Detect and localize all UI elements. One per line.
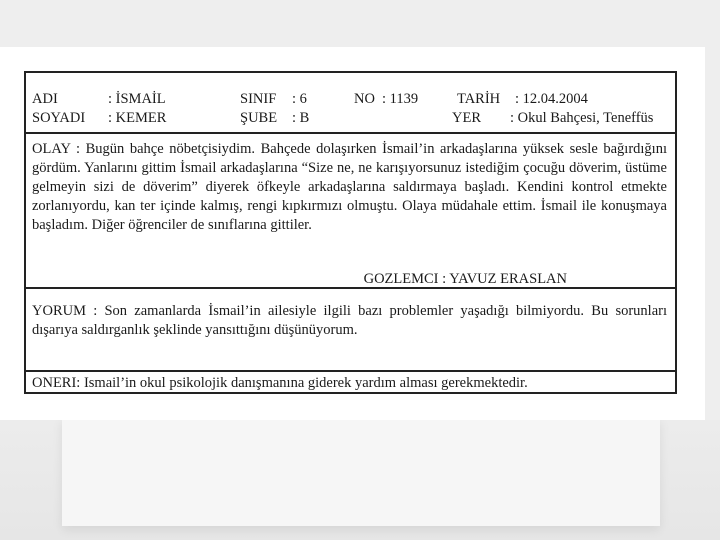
soyadi-value: : KEMER <box>108 110 167 126</box>
yer-value: : Okul Bahçesi, Teneffüs <box>510 110 654 126</box>
background-card <box>62 418 660 526</box>
yorum-section <box>26 287 675 370</box>
olay-section <box>26 132 675 287</box>
oneri-section <box>26 370 675 394</box>
adi-value: : İSMAİL <box>108 91 166 107</box>
adi-label: ADI <box>32 91 58 107</box>
observer-name: GOZLEMCI : YAVUZ ERASLAN <box>363 271 567 287</box>
yer-label: YER <box>452 110 481 126</box>
sube-label: ŞUBE <box>240 110 278 126</box>
form-header <box>26 73 675 132</box>
header-row-2 <box>32 109 669 128</box>
tarih-value: : 12.04.2004 <box>515 91 588 107</box>
observation-form <box>24 71 677 394</box>
no-value: : 1139 <box>382 91 419 107</box>
slide-page <box>0 47 705 420</box>
yorum-text: YORUM : Son zamanlarda İsmail’in ailesiyle ilgili bazı problemler yaşadığı bilmiyordu. Bu sorunları dışarıya saldırganlık şeklinde yansıttığını düşünüyorum. <box>32 303 667 338</box>
sinif-label: SINIF <box>240 91 277 107</box>
tarih-label: TARİH <box>457 91 501 107</box>
header-row-1 <box>32 90 669 109</box>
olay-text: OLAY : Bugün bahçe nöbetçisiydim. Bahçede dolaşırken İsmail’in arkadaşlarına yüksek sesle bağırdığını gördüm. Yanlarını gittim İsmail arkadaşlarına “Size ne, ne karışıyorsunuz istediğim çocuğu döverim, üstüme gelmeyin sizi de döverim” diyerek öfkeyle arkadaşlarına saldırmaya başladı. Kendini kontrol etmekte zorlanıyordu, kan ter içinde kalmış, rengi kıpkırmızı olmuştu. Olaya müdahale ettim. İsmail ile konuşmaya başladım. Diğer öğrenciler de sınıflarına gittiler. <box>32 141 667 233</box>
sube-value: : B <box>292 110 310 126</box>
soyadi-label: SOYADI <box>32 110 86 126</box>
no-label: NO <box>354 91 375 107</box>
oneri-text: ONERI: Ismail’in okul psikolojik danışmanına giderek yardım alması gerekmektedir. <box>32 375 528 391</box>
sinif-value: : 6 <box>292 91 307 107</box>
